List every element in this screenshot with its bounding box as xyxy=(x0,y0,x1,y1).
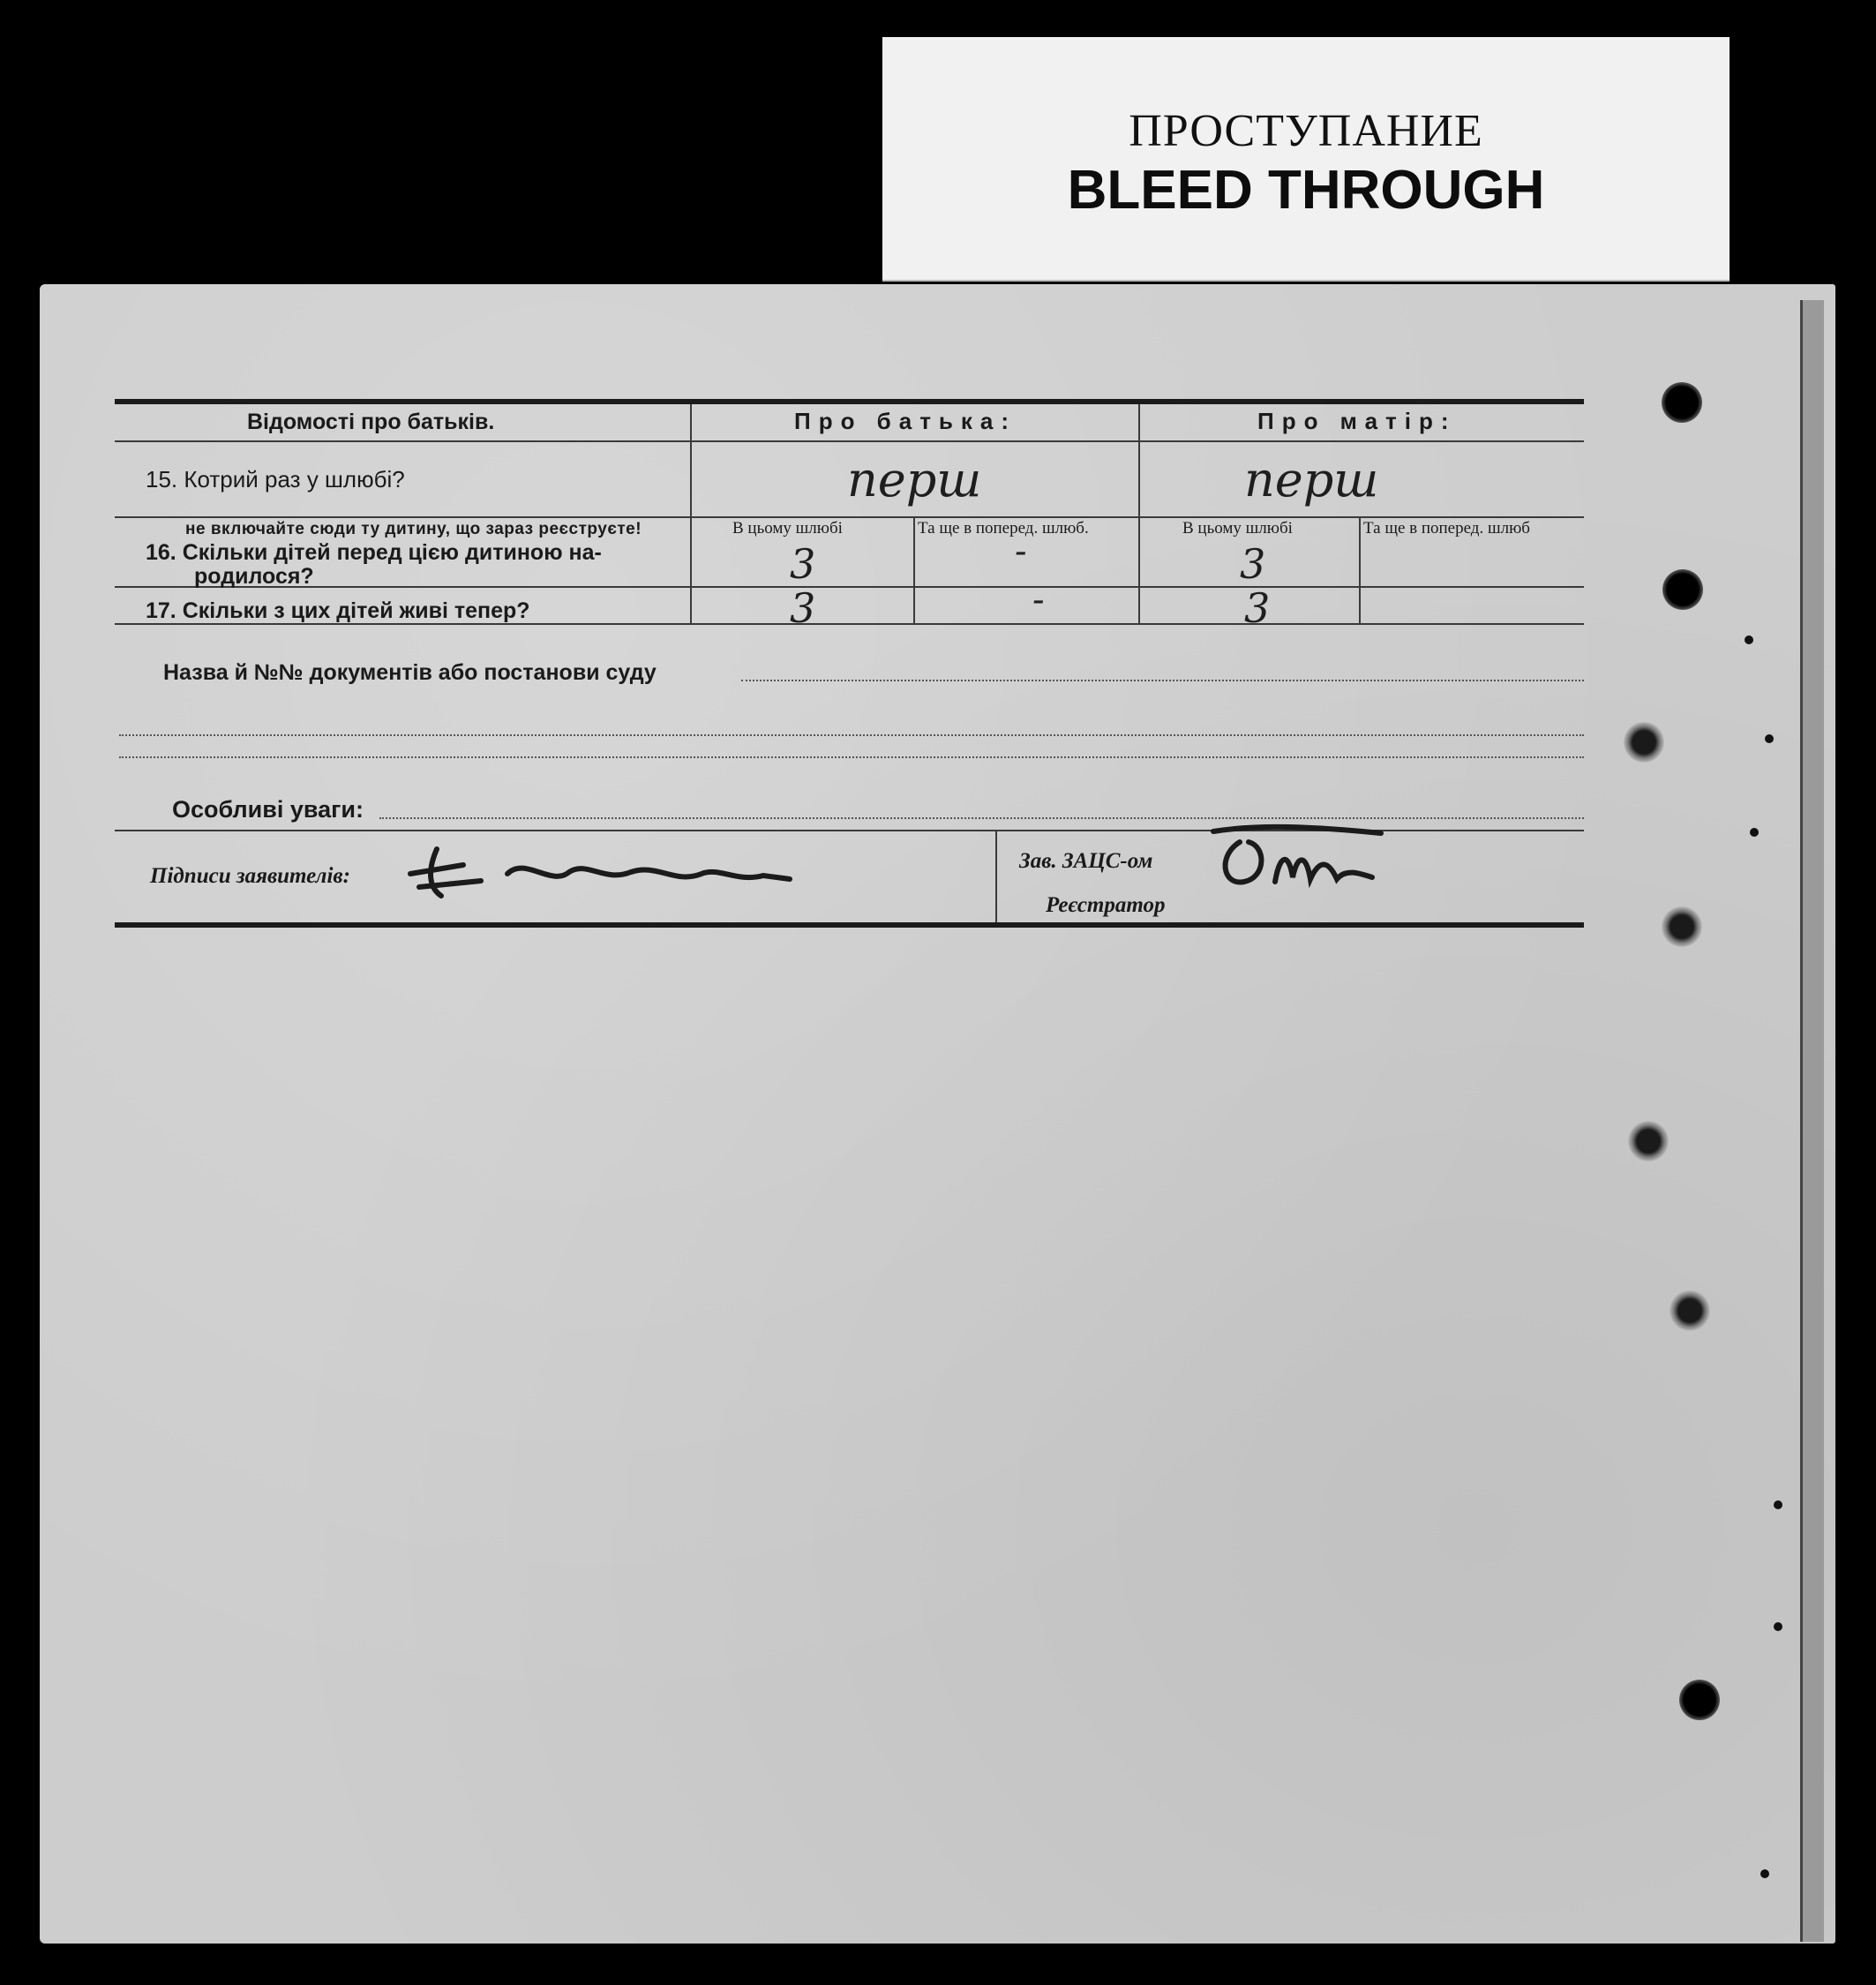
documents-line xyxy=(741,680,1584,681)
paper-speck xyxy=(1765,734,1774,743)
row16-father-this: 3 xyxy=(790,540,816,588)
row16-label-line2: родилося? xyxy=(194,564,314,589)
registrar-head-label: Зав. ЗАЦС-ом xyxy=(1019,849,1153,873)
signature-divider xyxy=(995,830,997,922)
label-russian: ПРОСТУПАНИЕ xyxy=(1129,105,1483,156)
header-about-mother: Про матір: xyxy=(1257,408,1457,434)
signatures-label: Підписи заявителів: xyxy=(150,864,350,888)
paper-speck xyxy=(1760,1869,1769,1878)
row16-label-line1: 16. Скільки дітей перед цією дитиною на- xyxy=(146,540,602,565)
signature-scribble-icon xyxy=(401,838,807,900)
row17-father-prev: - xyxy=(1032,580,1045,620)
header-about-father: Про батька: xyxy=(794,408,1017,434)
punch-hole xyxy=(1662,569,1703,610)
documents-label: Назва й №№ документів або постанови суду xyxy=(163,660,657,685)
father-this-marriage-subheader: В цьому шлюбі xyxy=(732,519,843,538)
registrar-signature xyxy=(1204,807,1407,899)
column-divider xyxy=(690,404,692,623)
row16-note: не включайте сюди ту дитину, що зараз реєструєте! xyxy=(185,520,642,538)
row17-mother-prev xyxy=(1363,580,1376,620)
punch-hole xyxy=(1679,1680,1720,1720)
punch-hole xyxy=(1662,382,1702,423)
row16-father-prev: - xyxy=(1015,531,1027,572)
sheet-edge xyxy=(1800,300,1824,1942)
top-rule xyxy=(115,399,1584,404)
column-divider xyxy=(1138,404,1140,623)
row15-mother-value: перш xyxy=(1244,452,1379,508)
label-english: BLEED THROUGH xyxy=(1067,159,1545,221)
paper-speck xyxy=(1750,828,1759,837)
signature-scribble-icon xyxy=(1204,807,1407,895)
punch-hole xyxy=(1628,1121,1669,1162)
row17-mother-this: 3 xyxy=(1244,584,1271,632)
header-bottom-rule xyxy=(115,440,1584,442)
punch-hole xyxy=(1662,906,1702,947)
father-prev-marriage-subheader: Та ще в попеpед. шлюб. xyxy=(918,519,1089,538)
registrar-label: Реєстратор xyxy=(1046,893,1166,917)
row17-label: 17. Скільки з цих дітей живі тепер? xyxy=(146,598,530,623)
paper-speck xyxy=(1774,1622,1782,1631)
bottom-rule xyxy=(115,922,1584,928)
mother-this-marriage-subheader: В цьому шлюбі xyxy=(1182,519,1293,538)
row16-mother-this: 3 xyxy=(1240,540,1266,588)
row15-father-value: перш xyxy=(847,452,982,508)
punch-hole xyxy=(1624,722,1664,763)
column-divider xyxy=(1359,516,1361,623)
row15-bottom-rule xyxy=(115,516,1584,518)
remarks-label: Особливі уваги: xyxy=(172,796,364,823)
documents-line xyxy=(119,756,1584,758)
column-divider xyxy=(913,516,915,623)
row16-mother-prev xyxy=(1363,531,1376,572)
applicant-signature xyxy=(401,838,807,905)
punch-hole xyxy=(1670,1290,1710,1331)
header-parents-info: Відомості про батьків. xyxy=(247,410,495,434)
row17-father-this: 3 xyxy=(790,584,816,632)
paper-speck xyxy=(1774,1500,1782,1509)
row15-label: 15. Котрий раз у шлюбі? xyxy=(146,466,405,492)
documents-line xyxy=(119,734,1584,736)
bleed-through-label-card xyxy=(882,37,1730,282)
paper-speck xyxy=(1745,635,1753,644)
mother-prev-marriage-subheader: Та ще в попеpед. шлюб xyxy=(1363,519,1530,538)
